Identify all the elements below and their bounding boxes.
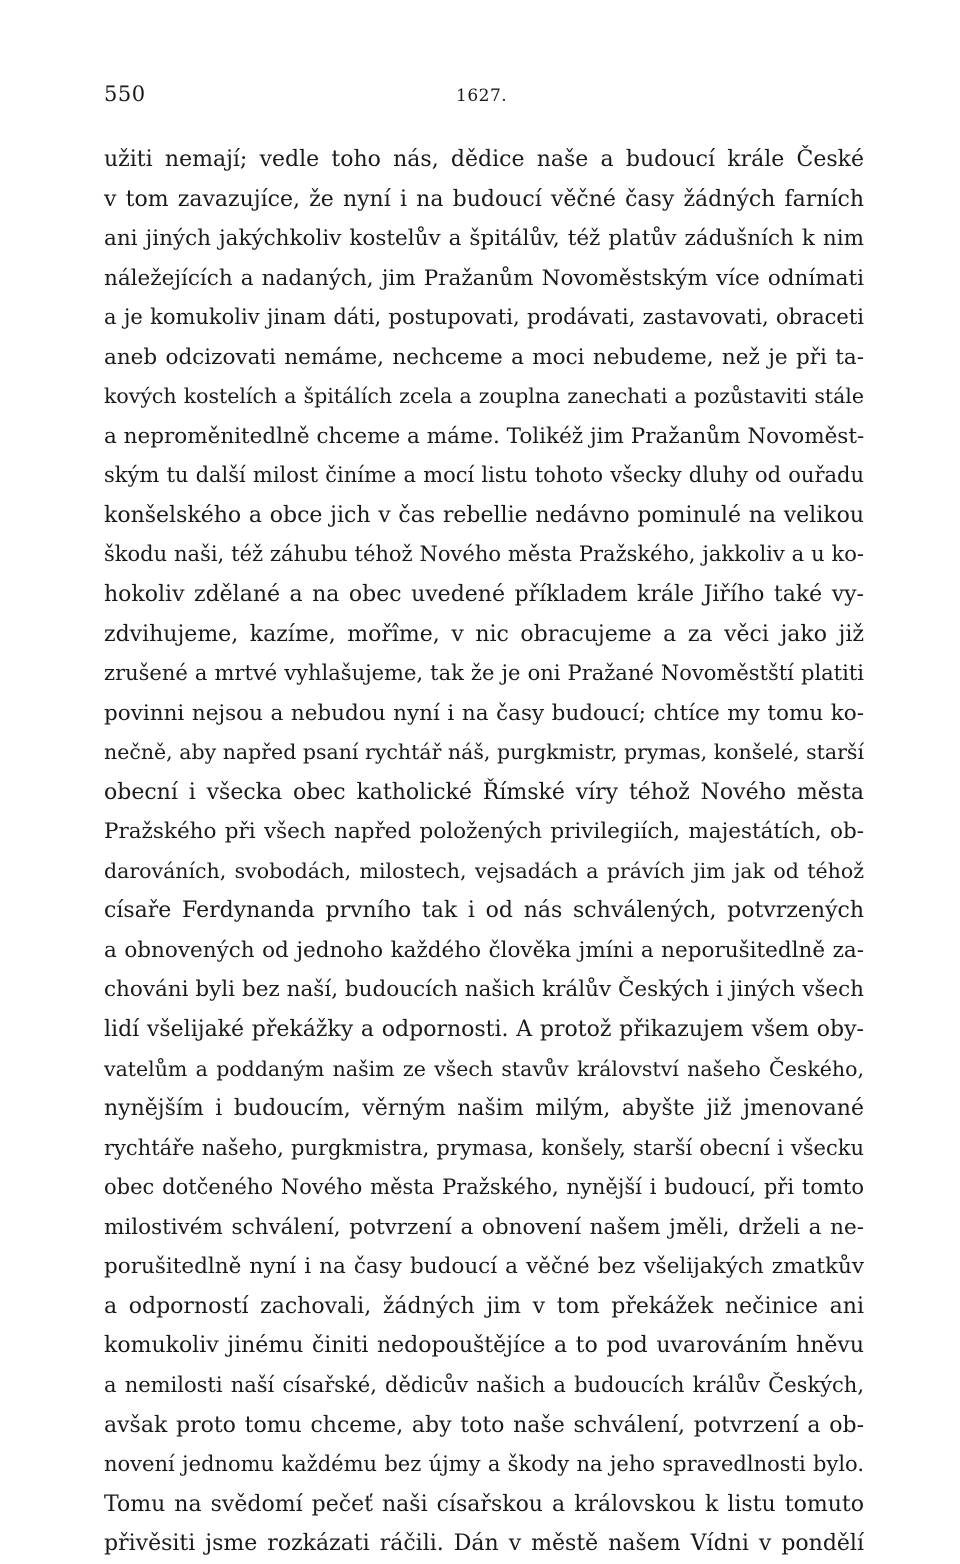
page-header <box>104 82 864 112</box>
text-line: avšak proto tomu chceme, aby toto naše schválení, potvrzení a ob- <box>104 1412 864 1438</box>
text-line: zrušené a mrtvé vyhlašujeme, tak že je oni Pražané Novoměstští platiti <box>104 661 864 686</box>
text-line: konšelského a obce jich v čas rebellie nedávno pominulé na velikou <box>104 502 864 528</box>
text-line: a neproměnitedlně chceme a máme. Tolikéž jim Pražanům Novoměst- <box>104 423 865 449</box>
text-line: a nemilosti naší císařské, dědicův našich a budoucích králův Českých, <box>104 1372 864 1397</box>
text-line: aneb odcizovati nemáme, nechceme a moci nebudeme, než je při ta- <box>104 344 864 370</box>
text-line: obecní i všecka obec katholické Římské víry téhož Nového města <box>104 779 864 805</box>
text-line: komukoliv jinému činiti nedopouštějíce a to pod uvarováním hněvu <box>104 1333 864 1359</box>
text-line: a je komukoliv jinam dáti, postupovati, prodávati, zastavovati, obraceti <box>104 305 864 330</box>
text-line: rychtáře našeho, purgkmistra, prymasa, konšely, starší obecní i všecku <box>104 1135 864 1160</box>
text-line: přivěsiti jsme rozkázati ráčili. Dán v městě našem Vídni v pondělí <box>104 1531 864 1557</box>
text-line: a odporností zachovali, žádných jim v tom překážek nečinice ani <box>104 1293 864 1319</box>
text-line: darováních, svobodách, milostech, vejsadách a právích jim jak od téhož <box>104 858 864 883</box>
text-line: nynějším i budoucím, věrným našim milým, abyšte již jmenované <box>104 1096 864 1122</box>
text-line: ským tu další milost činíme a mocí listu tohoto všecky dluhy od ouřadu <box>104 463 864 488</box>
text-line: náležejících a nadaných, jim Pražanům Novoměstským více odnímati <box>104 265 864 291</box>
text-line: kových kostelích a špitálích zcela a zouplna zanechati a pozůstaviti stále <box>104 384 864 409</box>
text-line: nečně, aby napřed psaní rychtář náš, purgkmistr, prymas, konšelé, starší <box>104 740 864 765</box>
text-line: zdvihujeme, kazíme, mořîme, v nic obracujeme a za věci jako již <box>104 621 864 647</box>
text-line: hokoliv zdělané a na obec uvedené příkladem krále Jiřího také vy- <box>104 582 864 608</box>
page-number: 550 <box>104 82 146 106</box>
text-line: Pražského při všech napřed položených privilegiích, majestátích, ob- <box>104 819 864 845</box>
text-line: novení jednomu každému bez újmy a škody na jeho spravedlnosti bylo. <box>104 1452 864 1477</box>
running-header-year: 1627. <box>456 86 508 106</box>
text-line: škodu naši, též záhubu téhož Nového města Pražského, jakkoliv a u ko- <box>104 542 864 567</box>
text-line: ani jiných jakýchkoliv kostelův a špitálův, též platův zádušních k nim <box>104 226 864 252</box>
text-line: v tom zavazujíce, že nyní i na budoucí věčné časy žádných farních <box>104 186 864 212</box>
text-line: užiti nemají; vedle toho nás, dědice naše a budoucí krále České <box>104 147 864 172</box>
text-line: chováni byli bez naší, budoucích našich králův Českých i jiných všech <box>104 977 864 1003</box>
text-line: Tomu na svědomí pečeť naši císařskou a královskou k listu tomuto <box>104 1491 864 1517</box>
text-line: vatelům a poddaným našim ze všech stavův království našeho Českého, <box>104 1056 864 1081</box>
text-line: císaře Ferdynanda prvního tak i od nás schválených, potvrzených <box>104 898 864 924</box>
text-line: povinni nejsou a nebudou nyní i na časy budoucí; chtíce my tomu ko- <box>104 700 864 726</box>
text-line: a obnovených od jednoho každého člověka jmíni a neporušitedlně za- <box>104 937 864 963</box>
text-line: porušitedlně nyní i na časy budoucí a věčné bez všelijakých zmatkův <box>104 1254 864 1280</box>
text-line: obec dotčeného Nového města Pražského, nynější i budoucí, při tomto <box>104 1175 864 1200</box>
text-line: milostivém schválení, potvrzení a obnovení našem jměli, drželi a ne- <box>104 1214 864 1240</box>
body-text <box>104 140 864 1564</box>
text-line: lidí všelijaké překážky a odpornosti. A protož přikazujem všem oby- <box>104 1017 864 1043</box>
